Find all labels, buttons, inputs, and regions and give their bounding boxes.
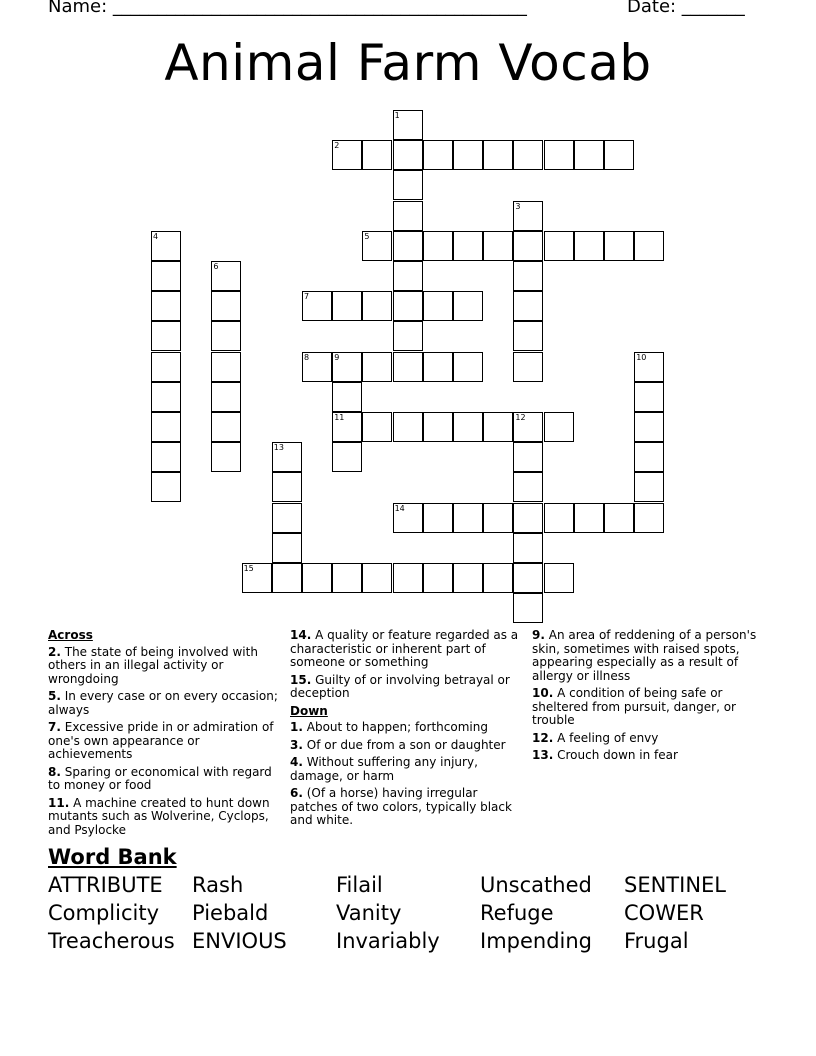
crossword-cell[interactable] bbox=[513, 472, 543, 502]
clue-across-2: 2. The state of being involved with others in an illegal activity or wrongdoing bbox=[48, 644, 258, 686]
crossword-cell[interactable] bbox=[211, 261, 241, 291]
crossword-cell[interactable] bbox=[302, 563, 332, 593]
name-line: Name: ______________________________________________ bbox=[48, 0, 527, 17]
crossword-cell[interactable] bbox=[513, 261, 543, 291]
clue-across-5: 5. In every case or on every occasion; always bbox=[48, 689, 278, 717]
crossword-cell[interactable] bbox=[332, 442, 362, 472]
crossword-cell[interactable] bbox=[604, 503, 634, 533]
crossword-cell[interactable] bbox=[544, 563, 574, 593]
clue-column-1 bbox=[48, 629, 278, 841]
clue-number: 7 bbox=[304, 292, 310, 302]
clue-across-7: 7. Excessive pride in or admiration of one's own appearance or achievements bbox=[48, 720, 274, 761]
crossword-cell[interactable] bbox=[453, 140, 483, 170]
crossword-cell[interactable] bbox=[513, 412, 543, 442]
crossword-cell[interactable] bbox=[544, 140, 574, 170]
crossword-cell[interactable] bbox=[423, 412, 453, 442]
crossword-cell[interactable] bbox=[453, 291, 483, 321]
crossword-cell[interactable] bbox=[604, 231, 634, 261]
crossword-cell[interactable] bbox=[393, 563, 423, 593]
crossword-cell[interactable] bbox=[453, 231, 483, 261]
crossword-cell[interactable] bbox=[272, 533, 302, 563]
clue-number: 2 bbox=[334, 141, 340, 151]
crossword-cell[interactable] bbox=[423, 140, 453, 170]
crossword-cell[interactable] bbox=[272, 503, 302, 533]
crossword-cell[interactable] bbox=[393, 291, 423, 321]
crossword-cell[interactable] bbox=[393, 261, 423, 291]
crossword-cell[interactable] bbox=[393, 110, 423, 140]
crossword-cell[interactable] bbox=[423, 503, 453, 533]
word-bank-item: Piebald bbox=[192, 901, 269, 925]
crossword-cell[interactable] bbox=[332, 412, 362, 442]
crossword-cell[interactable] bbox=[332, 352, 362, 382]
crossword-cell[interactable] bbox=[634, 231, 664, 261]
crossword-cell[interactable] bbox=[302, 352, 332, 382]
crossword-cell[interactable] bbox=[634, 412, 664, 442]
crossword-cell[interactable] bbox=[151, 412, 181, 442]
crossword-cell[interactable] bbox=[483, 503, 513, 533]
crossword-cell[interactable] bbox=[211, 382, 241, 412]
crossword-cell[interactable] bbox=[211, 321, 241, 351]
crossword-cell[interactable] bbox=[393, 503, 423, 533]
crossword-cell[interactable] bbox=[362, 412, 392, 442]
crossword-cell[interactable] bbox=[544, 231, 574, 261]
clue-number: 8 bbox=[304, 352, 310, 362]
crossword-cell[interactable] bbox=[513, 593, 543, 623]
clue-column-3 bbox=[532, 629, 772, 767]
crossword-cell[interactable] bbox=[362, 231, 392, 261]
clue-across-11: 11. A machine created to hunt down mutants such as Wolverine, Cyclops, and Psylocke bbox=[48, 795, 270, 837]
clue-down-13: 13. Crouch down in fear bbox=[532, 748, 678, 762]
crossword-cell[interactable] bbox=[634, 503, 664, 533]
crossword-cell[interactable] bbox=[544, 503, 574, 533]
clue-number: 5 bbox=[364, 231, 370, 241]
crossword-cell[interactable] bbox=[483, 231, 513, 261]
crossword-cell[interactable] bbox=[453, 352, 483, 382]
crossword-cell[interactable] bbox=[151, 352, 181, 382]
crossword-cell[interactable] bbox=[634, 442, 664, 472]
crossword-cell[interactable] bbox=[513, 231, 543, 261]
clue-down-6: 6. (Of a horse) having irregular patches of two colors, typically black and white. bbox=[290, 786, 512, 827]
crossword-cell[interactable] bbox=[634, 472, 664, 502]
word-bank-item: Invariably bbox=[336, 929, 440, 953]
crossword-cell[interactable] bbox=[453, 412, 483, 442]
crossword-cell[interactable] bbox=[151, 472, 181, 502]
clue-across-8: 8. Sparing or economical with regard to money or food bbox=[48, 764, 272, 792]
crossword-cell[interactable] bbox=[332, 563, 362, 593]
crossword-cell[interactable] bbox=[483, 412, 513, 442]
crossword-cell[interactable] bbox=[513, 442, 543, 472]
crossword-cell[interactable] bbox=[483, 563, 513, 593]
word-bank-item: ATTRIBUTE bbox=[48, 873, 163, 897]
crossword-cell[interactable] bbox=[393, 412, 423, 442]
crossword-cell[interactable] bbox=[332, 140, 362, 170]
page-title: Animal Farm Vocab bbox=[164, 34, 652, 92]
down-heading: Down bbox=[290, 703, 328, 718]
clue-number: 15 bbox=[243, 564, 254, 573]
word-bank-item: Refuge bbox=[480, 901, 554, 925]
word-bank bbox=[48, 873, 768, 954]
date-line: Date: _______ bbox=[627, 0, 745, 17]
crossword-cell[interactable] bbox=[211, 291, 241, 321]
word-bank-item: Complicity bbox=[48, 901, 160, 925]
crossword-cell[interactable] bbox=[513, 291, 543, 321]
clue-down-12: 12. A feeling of envy bbox=[532, 730, 659, 745]
crossword-cell[interactable] bbox=[483, 140, 513, 170]
crossword-cell[interactable] bbox=[151, 321, 181, 351]
word-bank-title: Word Bank bbox=[48, 845, 177, 869]
crossword-cell[interactable] bbox=[513, 352, 543, 382]
word-bank-item: Unscathed bbox=[480, 873, 592, 897]
crossword-cell[interactable] bbox=[393, 140, 423, 170]
crossword-cell[interactable] bbox=[574, 503, 604, 533]
crossword-cell[interactable] bbox=[513, 533, 543, 563]
crossword-cell[interactable] bbox=[393, 352, 423, 382]
word-bank-item: Treacherous bbox=[48, 929, 175, 953]
crossword-cell[interactable] bbox=[393, 170, 423, 200]
crossword-cell[interactable] bbox=[302, 291, 332, 321]
crossword-cell[interactable] bbox=[634, 382, 664, 412]
crossword-cell[interactable] bbox=[332, 382, 362, 412]
crossword-cell[interactable] bbox=[151, 382, 181, 412]
crossword-cell[interactable] bbox=[393, 201, 423, 231]
clue-number: 11 bbox=[334, 413, 345, 422]
crossword-cell[interactable] bbox=[513, 563, 543, 593]
crossword-cell[interactable] bbox=[574, 231, 604, 261]
clue-down-3: 3. Of or due from a son or daughter bbox=[290, 737, 506, 752]
word-bank-item: ENVIOUS bbox=[192, 929, 287, 953]
crossword-cell[interactable] bbox=[423, 291, 453, 321]
crossword-cell[interactable] bbox=[362, 291, 392, 321]
crossword-cell[interactable] bbox=[151, 442, 181, 472]
crossword-cell[interactable] bbox=[242, 563, 272, 593]
clue-down-4: 4. Without suffering any injury, damage, or harm bbox=[290, 755, 478, 783]
crossword-cell[interactable] bbox=[362, 563, 392, 593]
crossword-cell[interactable] bbox=[453, 503, 483, 533]
crossword-cell[interactable] bbox=[272, 442, 302, 472]
crossword-cell[interactable] bbox=[423, 563, 453, 593]
crossword-cell[interactable] bbox=[423, 231, 453, 261]
crossword-cell[interactable] bbox=[211, 352, 241, 382]
across-heading: Across bbox=[48, 628, 93, 642]
clue-down-1: 1. About to happen; forthcoming bbox=[290, 720, 488, 734]
clue-column-2 bbox=[290, 629, 522, 832]
word-bank-item: Frugal bbox=[624, 929, 689, 953]
clue-number: 1 bbox=[394, 111, 400, 120]
clue-across-14: 14. A quality or feature regarded as a characteristic or inherent part of someone or something bbox=[290, 628, 519, 669]
clue-number: 10 bbox=[636, 352, 647, 362]
crossword-cell[interactable] bbox=[574, 140, 604, 170]
clue-down-9: 9. An area of reddening of a person's skin, sometimes with raised spots, appearing especially as a result of allergy or illness bbox=[532, 628, 757, 683]
crossword-cell[interactable] bbox=[211, 412, 241, 442]
crossword-cell[interactable] bbox=[634, 352, 664, 382]
crossword-cell[interactable] bbox=[513, 140, 543, 170]
crossword-cell[interactable] bbox=[211, 442, 241, 472]
crossword-cell[interactable] bbox=[362, 140, 392, 170]
clue-across-15: 15. Guilty of or involving betrayal or deception bbox=[290, 672, 510, 700]
word-bank-item: Vanity bbox=[336, 901, 402, 925]
crossword-cell[interactable] bbox=[362, 352, 392, 382]
word-bank-item: Impending bbox=[480, 929, 593, 953]
clue-number: 14 bbox=[394, 503, 405, 513]
crossword-cell[interactable] bbox=[513, 201, 543, 231]
crossword-cell[interactable] bbox=[332, 291, 362, 321]
clue-number: 4 bbox=[153, 231, 159, 241]
crossword-cell[interactable] bbox=[393, 321, 423, 351]
crossword-cell[interactable] bbox=[544, 412, 574, 442]
crossword-cell[interactable] bbox=[151, 291, 181, 321]
crossword-cell[interactable] bbox=[151, 231, 181, 261]
clue-number: 3 bbox=[515, 201, 521, 211]
clue-number: 12 bbox=[515, 413, 526, 422]
crossword-cell[interactable] bbox=[453, 563, 483, 593]
crossword-cell[interactable] bbox=[151, 261, 181, 291]
crossword-cell[interactable] bbox=[272, 472, 302, 502]
clue-down-10: 10. A condition of being safe or sheltered from pursuit, danger, or trouble bbox=[532, 686, 736, 727]
crossword-cell[interactable] bbox=[604, 140, 634, 170]
word-bank-item: Rash bbox=[192, 873, 244, 897]
word-bank-item: Filail bbox=[336, 873, 383, 897]
clue-number: 9 bbox=[334, 352, 340, 362]
crossword-cell[interactable] bbox=[272, 563, 302, 593]
crossword-cell[interactable] bbox=[393, 231, 423, 261]
clue-number: 6 bbox=[213, 262, 219, 271]
word-bank-item: SENTINEL bbox=[624, 873, 727, 897]
crossword-cell[interactable] bbox=[513, 503, 543, 533]
word-bank-item: COWER bbox=[624, 901, 704, 925]
crossword-cell[interactable] bbox=[423, 352, 453, 382]
crossword-cell[interactable] bbox=[513, 321, 543, 351]
clue-number: 13 bbox=[273, 443, 284, 453]
